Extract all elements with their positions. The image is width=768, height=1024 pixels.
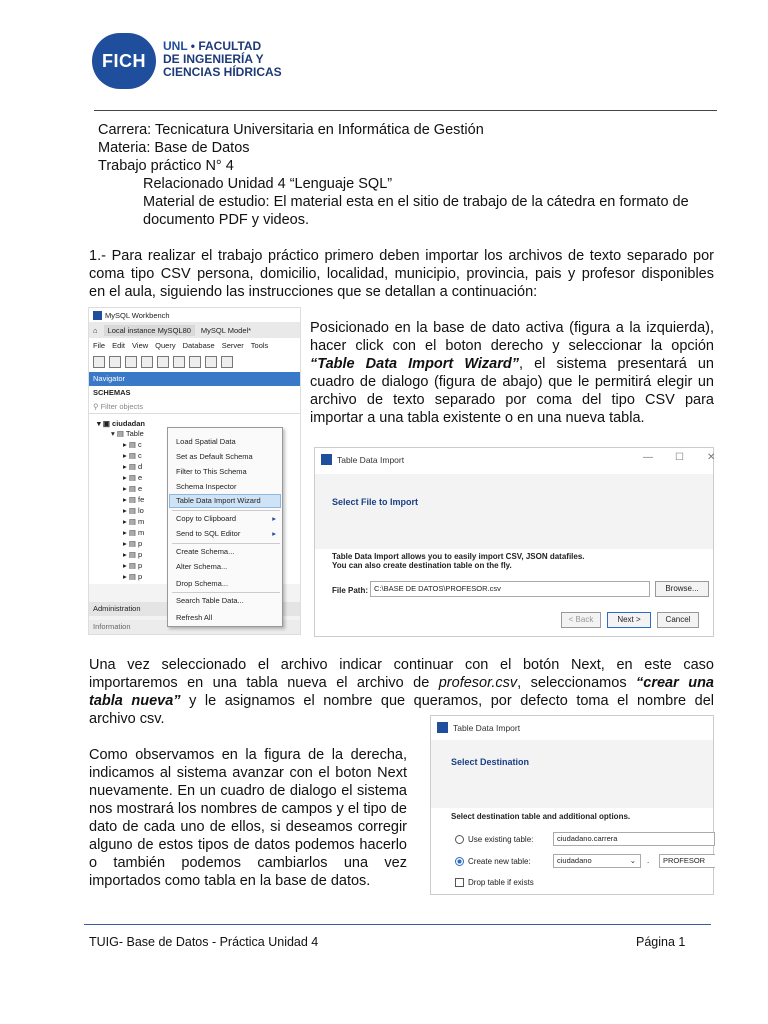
dialog1-desc2: You can also create destination table on the fly.: [332, 561, 512, 570]
workbench-screenshot: [88, 307, 301, 635]
create-new-label: Create new table:: [468, 857, 531, 866]
create-table-icon[interactable]: [157, 356, 169, 368]
menu-set-default-schema[interactable]: Set as Default Schema: [176, 452, 253, 461]
select-destination-dialog: [430, 715, 714, 895]
next-line1: Como observamos en la figura de la derecha,: [89, 747, 407, 763]
schema-name: ciudadan: [112, 419, 145, 428]
table-row[interactable]: ▸ ▤ m: [123, 528, 145, 537]
cancel-button[interactable]: Cancel: [657, 612, 699, 628]
menu-separator: [172, 543, 280, 544]
workbench-title: MySQL Workbench: [105, 310, 170, 320]
radio-unselected-icon[interactable]: [455, 835, 464, 844]
dialog2-header: [431, 740, 713, 808]
menu-create-schema[interactable]: Create Schema...: [176, 547, 235, 556]
new-table-input[interactable]: PROFESOR: [659, 854, 715, 868]
radio-selected-icon[interactable]: [455, 857, 464, 866]
workbench-icon: [93, 311, 102, 320]
browse-button[interactable]: Browse...: [655, 581, 709, 597]
intro-line3: en el aula, siguiendo las instrucciones que se detallan a continuación:: [89, 284, 538, 300]
create-new-option[interactable]: [455, 857, 531, 866]
next-line5: dato de cada uno de ellos, si deseamos corregir: [89, 819, 407, 835]
maximize-icon[interactable]: ☐: [675, 452, 684, 463]
navigator-header: Navigator: [89, 372, 300, 386]
existing-table-input[interactable]: ciudadano.carrera: [553, 832, 715, 846]
footer-divider: [84, 924, 711, 925]
wizard-line3-rest: , el sistema presentará un: [518, 356, 714, 372]
workbench-titlebar: [89, 308, 300, 322]
menu-copy-label: Copy to Clipboard: [176, 514, 237, 523]
csv-filename: profesor.csv: [438, 675, 518, 691]
file-path-input[interactable]: C:\BASE DE DATOS\PROFESOR.csv: [370, 581, 650, 597]
table-row[interactable]: ▸ ▤ p: [123, 561, 143, 570]
table-row[interactable]: ▸ ▤ fe: [123, 495, 145, 504]
relacionado-text: Relacionado Unidad 4 “Lenguaje SQL”: [143, 176, 393, 192]
dialog2-desc: Select destination table and additional options.: [451, 812, 631, 821]
context-menu: [167, 427, 283, 627]
menu-view[interactable]: View: [132, 340, 149, 350]
intro-paragraph: [89, 247, 714, 301]
table-row[interactable]: ▸ ▤ d: [123, 462, 143, 471]
select-file-dialog: [314, 447, 714, 637]
schema-node[interactable]: ▾ ▣ ciudadan: [97, 419, 145, 428]
create-procedure-icon[interactable]: [189, 356, 201, 368]
next-step-paragraph: [89, 746, 407, 890]
tables-node[interactable]: ▾ ▤ Table: [111, 429, 144, 438]
wizard-line2: hacer click con el boton derecho y seleccionar la opción: [310, 338, 714, 354]
filter-placeholder: Filter objects: [100, 402, 144, 411]
schema-select[interactable]: [553, 854, 641, 868]
next-line6: alguno de estos tipos de datos podemos hacerlo: [89, 837, 407, 853]
dialog2-titlebar: [437, 722, 520, 733]
create-new-table-phrase: “crear una: [636, 675, 714, 691]
dialog1-heading: Select File to Import: [332, 497, 419, 507]
back-button[interactable]: < Back: [561, 612, 601, 628]
wizard-line5: archivo de texto separado por coma del tipo CSV para: [310, 392, 714, 408]
dialog2-heading: Select Destination: [451, 757, 530, 767]
table-row[interactable]: ▸ ▤ e: [123, 484, 143, 493]
dialog1-icon: [321, 454, 332, 465]
dialog1-titlebar: [321, 454, 404, 465]
table-row[interactable]: ▸ ▤ p: [123, 550, 143, 559]
page-number: Página 1: [636, 935, 686, 949]
footer-course: TUIG- Base de Datos - Práctica Unidad 4: [89, 935, 319, 949]
menu-send-label: Send to SQL Editor: [176, 529, 241, 538]
trabajo-text: Trabajo práctico N° 4: [98, 158, 234, 174]
menu-schema-inspector[interactable]: Schema Inspector: [176, 482, 237, 491]
menu-alter-schema[interactable]: Alter Schema...: [176, 562, 228, 571]
dest-line1: Una vez seleccionado el archivo indicar continuar con el botón Next, en este caso: [89, 657, 714, 673]
schema-table-separator: .: [647, 856, 650, 865]
dialog2-icon: [437, 722, 448, 733]
unl-label: UNL: [163, 39, 188, 53]
table-row[interactable]: ▸ ▤ c: [123, 440, 142, 449]
create-schema-icon[interactable]: [141, 356, 153, 368]
materia-text: Materia: Base de Datos: [98, 140, 250, 156]
wizard-line3: [310, 355, 714, 373]
inspector-icon[interactable]: [125, 356, 137, 368]
menu-search-table-data[interactable]: Search Table Data...: [176, 596, 244, 605]
menu-table-data-import-wizard[interactable]: Table Data Import Wizard: [170, 495, 280, 507]
dest-line2-a: importaremos en una tabla nueva el archivo de: [89, 675, 439, 691]
faculty-name: [163, 40, 282, 79]
create-new-table-phrase-2: tabla nueva”: [89, 693, 181, 709]
workbench-tabs: [89, 322, 300, 338]
dialog1-desc1: Table Data Import allows you to easily import CSV, JSON datafiles.: [332, 552, 585, 561]
menu-separator: [172, 510, 280, 511]
table-row[interactable]: ▸ ▤ p: [123, 572, 143, 581]
menu-separator: [172, 592, 280, 593]
menu-drop-schema[interactable]: Drop Schema...: [176, 579, 229, 588]
menu-filter-schema[interactable]: Filter to This Schema: [176, 467, 247, 476]
tab-model[interactable]: MySQL Model*: [200, 325, 252, 335]
table-row[interactable]: ▸ ▤ m: [123, 517, 145, 526]
menu-database[interactable]: Database: [182, 340, 215, 350]
checkbox-icon[interactable]: [455, 878, 464, 887]
schema-select-value: ciudadano: [557, 856, 592, 865]
menu-tools[interactable]: Tools: [250, 340, 269, 350]
wizard-name: “Table Data Import Wizard”: [310, 356, 519, 372]
workbench-menubar: [89, 338, 300, 352]
intro-line2: coma tipo CSV persona, domicilio, localidad, municipio, provincia, pais y profesor disponibles: [89, 266, 714, 282]
table-row[interactable]: ▸ ▤ c: [123, 451, 142, 460]
faculty-line3: CIENCIAS HÍDRICAS: [163, 65, 282, 79]
workbench-toolbar: [89, 352, 300, 372]
use-existing-option[interactable]: [455, 835, 533, 844]
menu-load-spatial-data[interactable]: Load Spatial Data: [176, 437, 236, 446]
submenu-arrow-icon: ▸: [272, 529, 276, 538]
next-line3: nuevamente. En un cuadro de dialogo el sistema: [89, 783, 407, 799]
close-icon[interactable]: ✕: [707, 452, 716, 463]
menu-server[interactable]: Server: [221, 340, 244, 350]
dest-line3: [89, 692, 714, 710]
administration-tab[interactable]: Administration: [89, 602, 301, 616]
schemas-header: SCHEMAS: [89, 386, 300, 400]
carrera-text: Carrera: Tecnicatura Universitaria en Informática de Gestión: [98, 122, 484, 138]
dialog1-title: Table Data Import: [337, 454, 405, 465]
chevron-down-icon: ⌄: [629, 856, 636, 865]
faculty-line2: DE INGENIERÍA Y: [163, 52, 264, 66]
dialog2-title: Table Data Import: [453, 722, 521, 733]
filter-objects-input[interactable]: [89, 400, 300, 414]
intro-line1: 1.- Para realizar el trabajo práctico primero deben importar los archivos de texto separado por: [89, 248, 714, 264]
menu-send-to-sql-editor[interactable]: [176, 528, 280, 540]
wizard-line1: Posicionado en la base de dato activa (figura a la izquierda),: [310, 320, 714, 336]
dest-line4: archivo csv.: [89, 711, 165, 727]
tab-local-instance[interactable]: Local instance MySQL80: [104, 325, 195, 336]
dest-line3-rest: y le asignamos el nombre que queramos, por defecto toma el nombre del: [180, 693, 714, 709]
table-row[interactable]: ▸ ▤ e: [123, 473, 143, 482]
dest-line2-b: , seleccionamos: [517, 675, 637, 691]
wizard-line6: importar a una tabla existente o en una nueva tabla.: [310, 410, 645, 426]
next-line4: nos mostrará los nombres de campos y el tipo de: [89, 801, 407, 817]
material-line2: documento PDF y videos.: [143, 212, 310, 228]
next-button[interactable]: Next >: [607, 612, 651, 628]
home-icon[interactable]: ⌂: [93, 325, 98, 335]
menu-query[interactable]: Query: [155, 340, 176, 350]
menu-file[interactable]: File: [93, 340, 106, 350]
next-line8: importados como tabla en la base de datos.: [89, 873, 371, 889]
create-view-icon[interactable]: [173, 356, 185, 368]
filter-search-icon: ⚲: [93, 402, 101, 411]
information-tab[interactable]: Information: [89, 620, 301, 634]
menu-copy-to-clipboard[interactable]: [176, 513, 280, 525]
minimize-icon[interactable]: —: [643, 452, 653, 463]
menu-refresh-all[interactable]: Refresh All: [176, 613, 213, 622]
next-line7: o también podemos cambiarlos una vez: [89, 855, 407, 871]
material-line1: Material de estudio: El material esta en el sitio de trabajo de la cátedra en formato de: [143, 194, 689, 210]
new-sql-tab-icon[interactable]: [93, 356, 105, 368]
search-icon[interactable]: [221, 356, 233, 368]
fich-logo: FICH: [92, 33, 156, 89]
wizard-line4: cuadro de dialogo (figura de abajo) que le permitirá elegir un: [310, 374, 714, 390]
open-sql-icon[interactable]: [109, 356, 121, 368]
menu-edit[interactable]: Edit: [112, 340, 126, 350]
faculty-line1: • FACULTAD: [187, 39, 262, 53]
table-row[interactable]: ▸ ▤ lo: [123, 506, 144, 515]
drop-table-option[interactable]: [455, 878, 534, 887]
submenu-arrow-icon: ▸: [272, 514, 276, 523]
next-line2: indicamos al sistema avanzar con el boton Next: [89, 765, 407, 781]
create-function-icon[interactable]: [205, 356, 217, 368]
drop-table-label: Drop table if exists: [468, 878, 534, 887]
table-row[interactable]: ▸ ▤ p: [123, 539, 143, 548]
header-divider: [94, 110, 717, 111]
use-existing-label: Use existing table:: [468, 835, 534, 844]
dest-line2: [89, 674, 714, 692]
file-path-label: File Path:: [332, 586, 369, 595]
import-wizard-paragraph: [310, 319, 714, 427]
tables-label: Table: [125, 429, 144, 438]
dialog1-header: [315, 474, 713, 549]
